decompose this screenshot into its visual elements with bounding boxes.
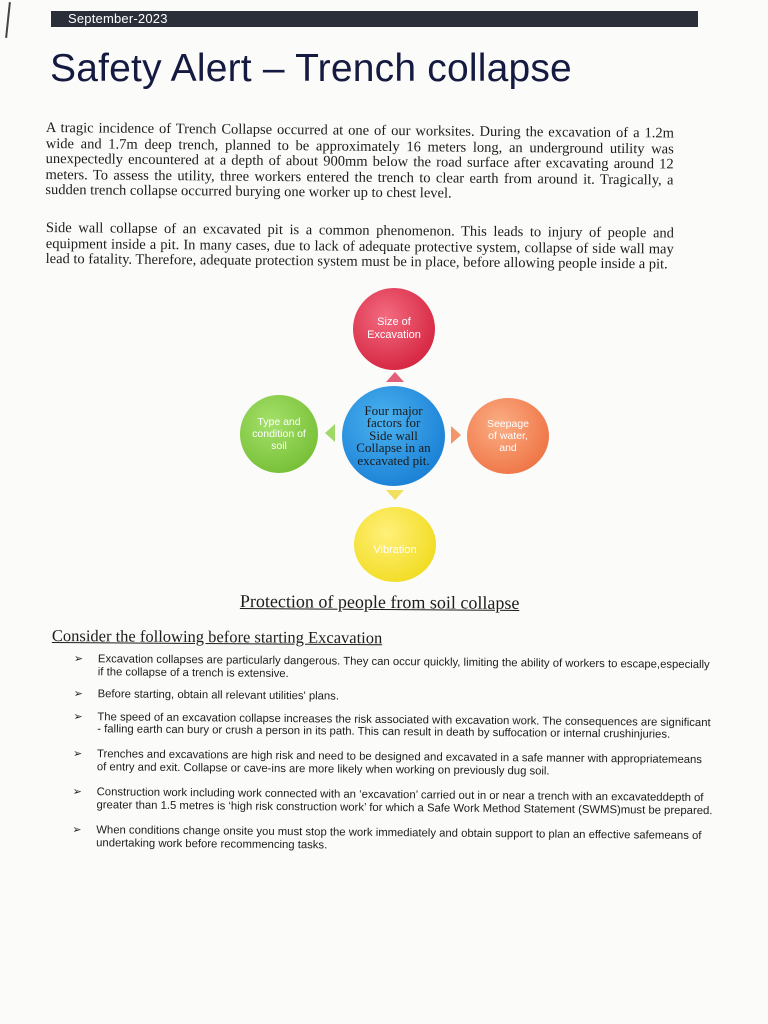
bullet-arrow-icon: ➢ <box>73 653 84 666</box>
bullet-arrow-icon: ➢ <box>72 747 83 761</box>
list-item-text: Before starting, obtain all relevant utilities' plans. <box>97 688 340 703</box>
page-title: Safety Alert – Trench collapse <box>50 47 572 90</box>
margin-pen-mark <box>5 2 11 38</box>
list-item-text: When conditions change onsite you must stop the work immediately and obtain support to plan an effective safemeans of undertaking work before recommencing tasks. <box>96 824 702 852</box>
precautions-list <box>72 653 714 856</box>
factor-water-label: Seepage of water, and <box>486 418 530 454</box>
list-item <box>73 711 713 742</box>
central-factors-circle <box>342 386 445 486</box>
factor-soil-type <box>240 395 318 473</box>
list-item <box>73 748 713 779</box>
factor-water-seepage <box>467 398 549 474</box>
list-item-text: Excavation collapses are particularly dangerous. They can occur quickly, limiting the ability of workers to escape,especially if the collapse of a trench is extensive. <box>97 653 710 680</box>
bullet-arrow-icon: ➢ <box>73 710 83 723</box>
factor-size-of-excavation <box>353 288 435 370</box>
intro-paragraph-side-wall: Side wall collapse of an excavated pit is a common phenomenon. This leads to injury of people and equipment inside a pit. In many cases, due to lack of adequate protective system, collapse of side wall may lead to fatality. Therefore, adequate protection system must be in place, before allowing people inside a pit. <box>45 220 674 273</box>
bullet-arrow-icon: ➢ <box>73 688 83 701</box>
factor-soil-label: Type and condition of soil <box>252 416 306 452</box>
factor-vibration-label: Vibration <box>373 543 417 556</box>
list-item-text: Trenches and excavations are high risk and need to be designed and excavated in a safe manner with appropriatemeans of entry and exit. Collapse or cave-ins are more likely when working on previously dug soil. <box>96 748 703 778</box>
arrow-left <box>325 424 335 442</box>
central-factors-label: Four major factors for Side wall Collapse in an excavated pit. <box>356 402 431 468</box>
consider-heading: Consider the following before starting Excavation <box>51 626 383 648</box>
list-item <box>72 786 712 817</box>
intro-paragraph-incident: A tragic incidence of Trench Collapse occurred at one of our worksites. During the excavation of a 1.2m wide and 1.7m deep trench, planned to be approximately 16 meters long, an underground utility was unexpectedly encountered at a depth of about 900mm below the road surface after excavating around 12 meters. To assess the utility, three workers entered the trench to clear earth from around it. Tragically, a sudden trench collapse occurred burying one worker up to chest level. <box>45 120 674 202</box>
arrow-down <box>386 490 404 500</box>
list-item-text: Construction work including work connected with an ‘excavation’ carried out in or near a trench with an excavateddepth of greater than 1.5 metres is ‘high risk construction work’ for which a Safe Work Method Statement (SWMS)must be prepared. <box>96 786 713 817</box>
date-banner: September-2023 <box>51 11 698 27</box>
arrow-right <box>451 426 461 444</box>
list-item <box>74 688 714 707</box>
list-item <box>72 824 712 855</box>
bullet-arrow-icon: ➢ <box>72 786 82 799</box>
arrow-up <box>386 372 404 382</box>
list-item-text: The speed of an excavation collapse increases the risk associated with excavation work. The consequences are significant - falling earth can bury or crush a person in its path. This can result in death by suffocation or internal crushinjuries. <box>97 711 711 742</box>
bullet-arrow-icon: ➢ <box>72 824 82 837</box>
list-item <box>74 653 714 684</box>
factor-size-label: Size of Excavation <box>367 316 421 341</box>
factor-vibration <box>354 507 436 582</box>
protection-heading: Protection of people from soil collapse <box>239 591 520 613</box>
